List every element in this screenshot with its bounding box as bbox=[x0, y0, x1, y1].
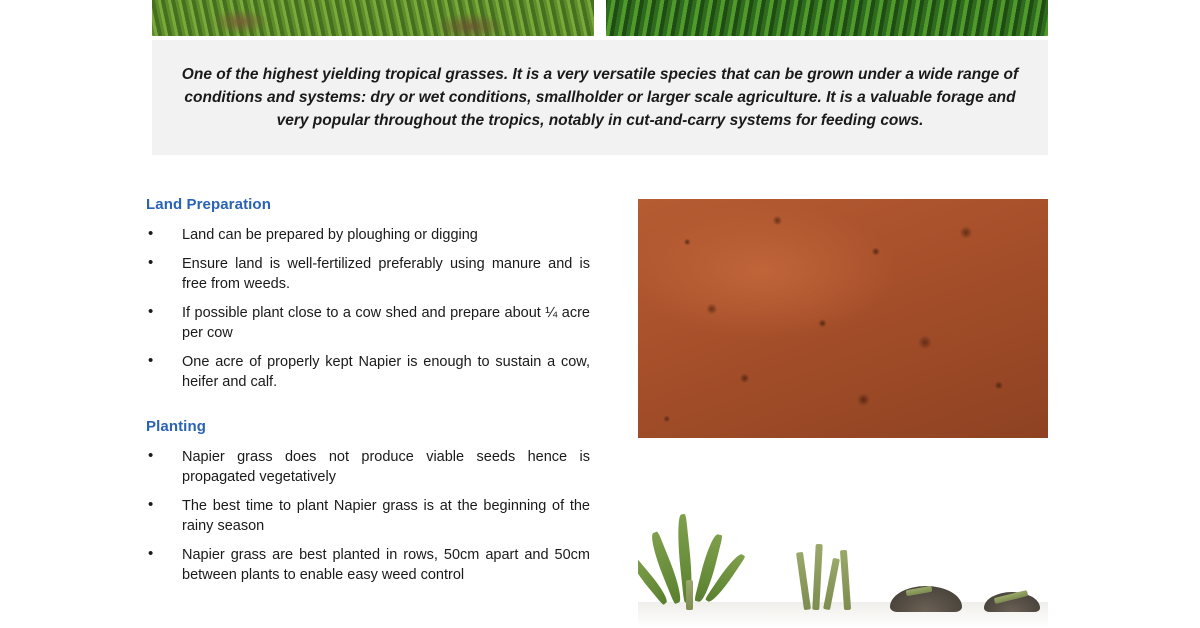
section-heading-land-preparation: Land Preparation bbox=[146, 196, 271, 213]
list-item: • Ensure land is well-fertilized preferably using manure and is free from weeds. bbox=[140, 254, 590, 294]
cane-stem bbox=[812, 544, 822, 610]
napier-grass-closeup-photo bbox=[606, 0, 1048, 36]
red-soil-photo bbox=[638, 199, 1048, 438]
section-heading-planting: Planting bbox=[146, 418, 206, 435]
grass-field-photo bbox=[152, 0, 594, 36]
list-item: • One acre of properly kept Napier is enough to sustain a cow, heifer and calf. bbox=[140, 352, 590, 392]
list-item: • Napier grass are best planted in rows, 50cm apart and 50cm between plants to enable easy weed control bbox=[140, 545, 590, 585]
page-margin-left bbox=[0, 0, 140, 628]
intro-paragraph: One of the highest yielding tropical grasses. It is a very versatile species that can be grown under a wide range of conditions and systems: dry or wet conditions, smallholder or larger scale agriculture. It is a valuable forage and very popular throughout the tropics, notably in cut-and-carry systems for feeding cows. bbox=[181, 66, 1019, 129]
bullet-list-land-preparation bbox=[140, 225, 590, 392]
napier-cane-planting-photo bbox=[638, 497, 1048, 628]
list-item: • If possible plant close to a cow shed and prepare about ¼ acre per cow bbox=[140, 303, 590, 343]
top-photo-strip bbox=[152, 0, 1048, 36]
list-item: • Land can be prepared by ploughing or digging bbox=[140, 225, 590, 245]
page-margin-right bbox=[1048, 0, 1200, 628]
bullet-list-planting bbox=[140, 447, 590, 585]
intro-caption-box bbox=[152, 40, 1048, 155]
list-item: • The best time to plant Napier grass is at the beginning of the rainy season bbox=[140, 496, 590, 536]
list-item: • Napier grass does not produce viable seeds hence is propagated vegetatively bbox=[140, 447, 590, 487]
left-text-column bbox=[140, 196, 590, 594]
cane-stem bbox=[686, 580, 693, 610]
